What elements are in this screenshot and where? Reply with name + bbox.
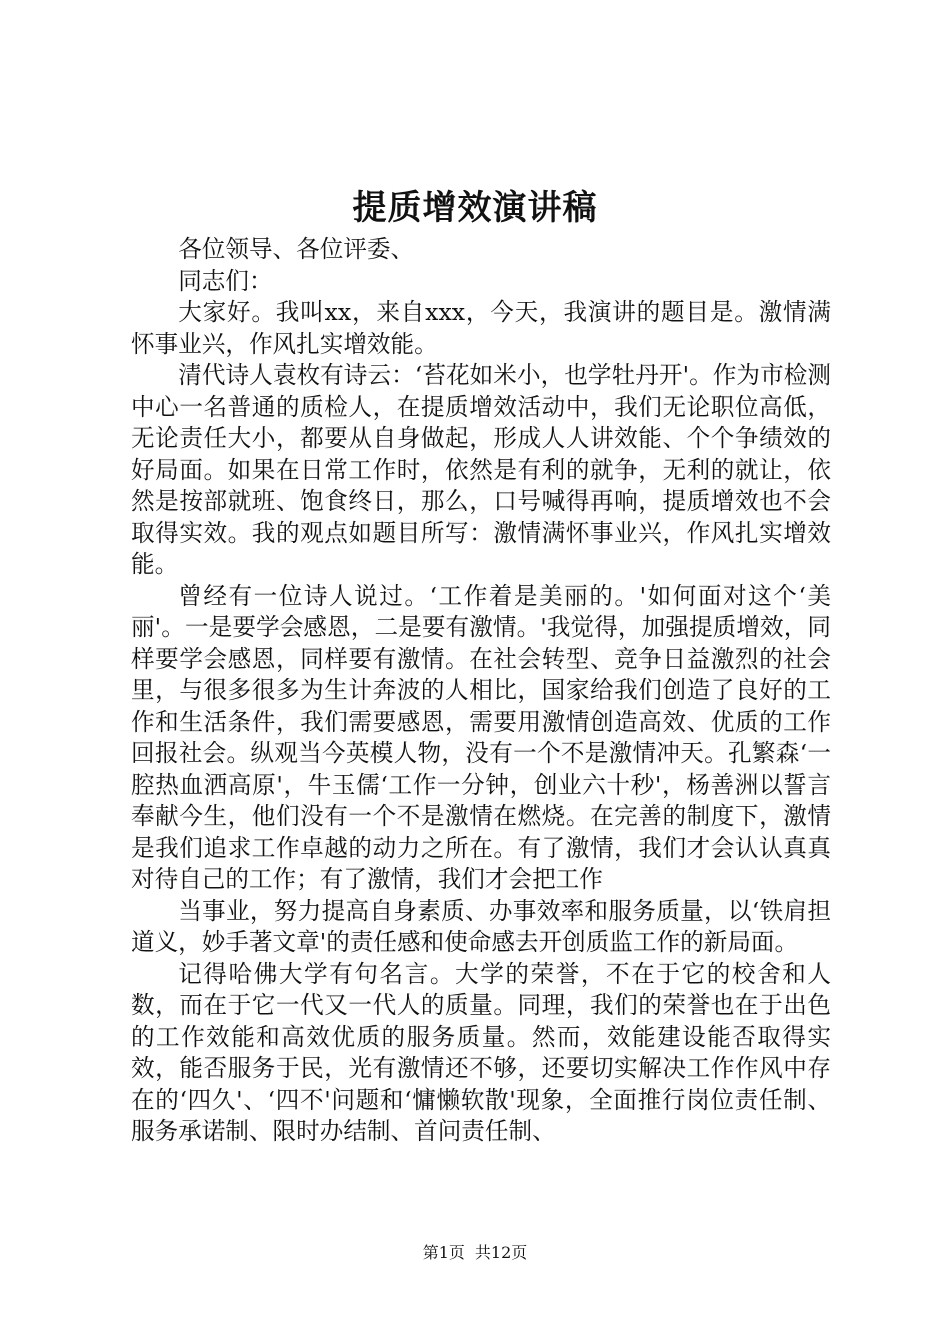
document-body: [131, 234, 831, 1148]
paragraph-intro: 大家好。我叫xx，来自xxx，今天，我演讲的题目是。激情满怀事业兴，作风扎实增效能。: [131, 298, 831, 358]
page-total: 共12页: [474, 1243, 528, 1262]
paragraph-career: 当事业，努力提高自身素质、办事效率和服务质量，以‘铁肩担道义，妙手著文章'的责任感和使命感去开创质监工作的新局面。: [131, 896, 831, 956]
paragraph-poem: 清代诗人袁枚有诗云：‘苔花如米小，也学牡丹开'。作为市检测中心一名普通的质检人，在提质增效活动中，我们无论职位高低，无论责任大小，都要从自身做起，形成人人讲效能、个个争绩效的好局面。如果在日常工作时，依然是有利的就争，无利的就让，依然是按部就班、饱食终日，那么，口号喊得再响，提质增效也不会取得实效。我的观点如题目所写：激情满怀事业兴，作风扎实增效能。: [131, 361, 831, 578]
page-footer: [0, 1241, 950, 1265]
document-title: 提质增效演讲稿: [352, 188, 598, 228]
page-number: 第1页: [422, 1243, 465, 1262]
paragraph-harvard: 记得哈佛大学有句名言。大学的荣誉，不在于它的校舍和人数，而在于它一代又一代人的质量。同理，我们的荣誉也在于出色的工作效能和高效优质的服务质量。然而，效能建设能否取得实效，能否服务于民，光有激情还不够，还要切实解决工作作风中存在的‘四久'、‘四不'问题和‘慵懒软散'现象，全面推行岗位责任制、服务承诺制、限时办结制、首问责任制、: [131, 959, 831, 1145]
paragraph-passion: 曾经有一位诗人说过。‘工作着是美丽的。'如何面对这个‘美丽'。一是要学会感恩，二是要有激情。'我觉得，加强提质增效，同样要学会感恩，同样要有激情。在社会转型、竞争日益激烈的社会里，与很多很多为生计奔波的人相比，国家给我们创造了良好的工作和生活条件，我们需要感恩，需要用激情创造高效、优质的工作回报社会。纵观当今英模人物，没有一个不是激情冲天。孔繁森‘一腔热血洒高原'，牛玉儒‘工作一分钟，创业六十秒'，杨善洲以誓言奉献今生，他们没有一个不是激情在燃烧。在完善的制度下，激情是我们追求工作卓越的动力之所在。有了激情，我们才会认认真真对待自己的工作；有了激情，我们才会把工作: [131, 581, 831, 893]
salutation-line-1: 各位领导、各位评委、: [178, 235, 415, 263]
salutation-line-2: 同志们：: [178, 266, 273, 295]
